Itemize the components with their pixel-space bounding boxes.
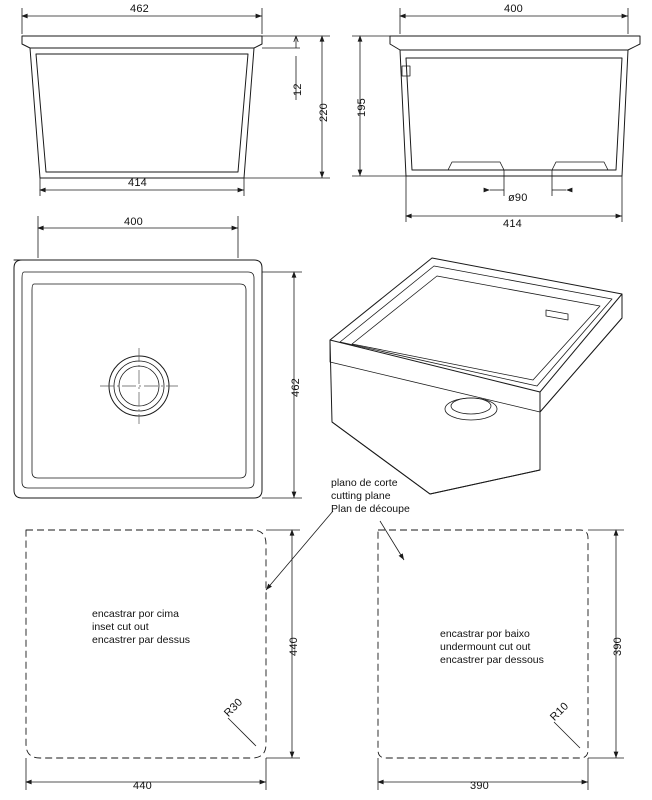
dim-label-400-plan: 400	[124, 216, 143, 228]
leader-r30	[228, 718, 256, 746]
dim-label-12: 12	[292, 83, 304, 96]
leader-r10	[554, 722, 580, 748]
callout-line-pt: plano de corte	[331, 477, 398, 489]
undermount-line-fr: encastrer par dessous	[440, 654, 544, 666]
inset-line-fr: encastrer par dessus	[92, 634, 191, 646]
dim-label-220: 220	[318, 103, 330, 122]
dim-label-400-top: 400	[504, 3, 523, 15]
dim-label-462-plan: 462	[290, 378, 302, 397]
radius-label-r30: R30	[222, 696, 246, 720]
inset-line-en: inset cut out	[92, 621, 149, 633]
undermount-line-pt: encastrar por baixo	[440, 628, 530, 640]
iso-view-geometry	[330, 258, 622, 494]
dim-label-440-height: 440	[288, 637, 300, 656]
dim-label-440-width: 440	[133, 780, 152, 792]
dim-d90	[490, 170, 566, 196]
plan-centerlines	[100, 348, 178, 424]
cutting-plane-leaders	[266, 511, 404, 590]
dim-label-462-top: 462	[130, 3, 149, 15]
front-section-geometry	[22, 36, 262, 178]
side-section-geometry	[390, 36, 640, 176]
dim-label-414-bottom-right: 414	[503, 218, 522, 230]
dim-label-414-bottom-left: 414	[128, 177, 147, 189]
undermount-line-en: undermount cut out	[440, 641, 531, 653]
inset-cutout-label	[92, 608, 190, 647]
dim-label-d90: ø90	[508, 192, 528, 204]
radius-label-r10: R10	[548, 700, 572, 724]
cutting-plane-callout	[331, 477, 410, 516]
undermount-cutout-label	[440, 628, 544, 667]
dim-label-195: 195	[356, 98, 368, 117]
dim-label-390-height: 390	[612, 637, 624, 656]
callout-line-fr: Plan de découpe	[331, 503, 410, 515]
dim-label-390-width: 390	[470, 780, 489, 792]
plan-view-geometry	[14, 260, 262, 498]
callout-line-en: cutting plane	[331, 490, 391, 502]
inset-line-pt: encastrar por cima	[92, 608, 179, 620]
